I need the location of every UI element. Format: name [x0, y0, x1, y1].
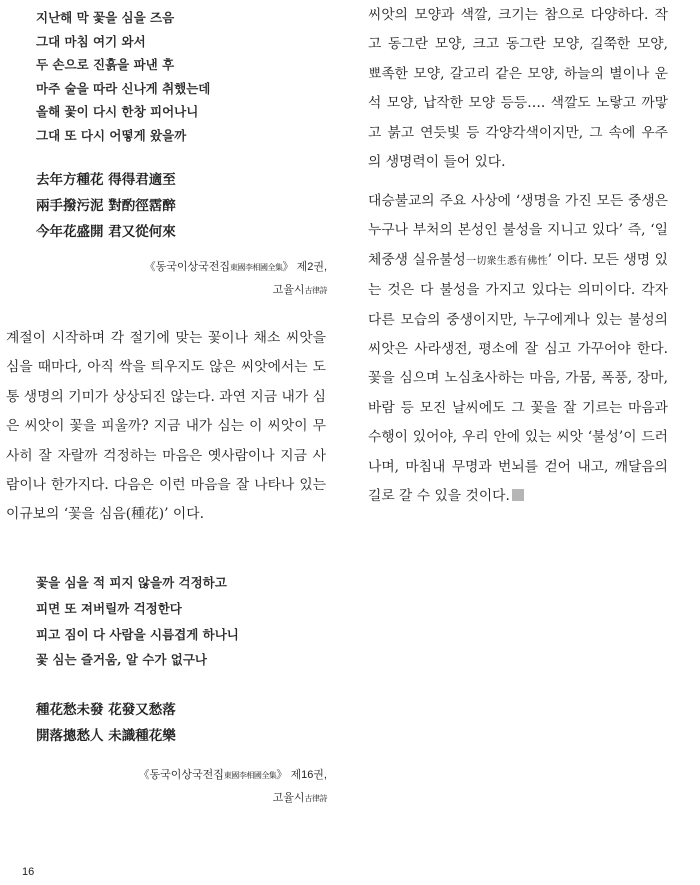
poem-line: 마주 술을 따라 신나게 취했는데 — [36, 80, 211, 96]
poem-line: 피고 짐이 다 사람을 시름겹게 하나니 — [36, 626, 239, 642]
hanja-line: 種花愁未發 花發又愁落 — [36, 702, 176, 718]
citation-title: 《동국이상국전집 — [138, 769, 224, 781]
citation-volume: 》 제16권, — [276, 769, 327, 781]
poem-line: 꽃 심는 즐거움, 알 수가 없구나 — [36, 652, 208, 668]
poem-korean-2 — [36, 570, 326, 673]
hanja-line: 今年花盛開 君又從何來 — [36, 224, 176, 240]
hanja-line: 去年方種花 得得君適至 — [36, 172, 176, 188]
poem-line: 올해 꽃이 다시 한창 피어나니 — [36, 104, 199, 120]
poem-korean-1 — [36, 6, 326, 148]
poem-line: 꽃을 심을 적 피지 않을까 걱정하고 — [36, 575, 227, 590]
citation-genre-hanja: 古律詩 — [304, 794, 327, 803]
citation-title: 《동국이상국전집 — [144, 261, 231, 273]
page-number: 16 — [22, 866, 35, 878]
citation-genre: 고율시 — [272, 284, 305, 296]
citation-genre: 고율시 — [272, 792, 305, 804]
poem-hanja-2 — [36, 697, 326, 749]
citation-2 — [139, 764, 328, 810]
paragraph-text: ’ 이다. 모든 생명 있는 것은 다 불성을 가지고 있다는 의미이다. 각자 다른 모습의 중생이지만, 누구에게나 있는 불성의 씨앗은 사라생전, 평소에 잘 심고 가꾸어야 한다. 꽃을 심으며 노심초사하는 마음, 가뭄, 폭풍, 장마, 바람 등 모진 날씨에도 그 꽃을 잘 기르는 마음과 수행이 있어야, 우리 안에 있는 씨앗 ‘불성’이 드러나며, 마침내 무명과 번뇌를 걷어 내고, 깨달음의 길로 갈 수 있을 것이다. — [368, 251, 669, 505]
poem-line: 두 손으로 진흙을 파낸 후 — [36, 57, 175, 73]
poem-hanja-1 — [36, 167, 326, 245]
paragraph-hanja: 一切衆生悉有佛性 — [465, 255, 548, 267]
citation-title-hanja: 東國李相國全集 — [230, 263, 283, 272]
hanja-line: 開落摠愁人 未識種花樂 — [36, 728, 176, 744]
hanja-line: 兩手撥污泥 對酌徑霑醉 — [36, 198, 176, 214]
poem-line: 지난해 막 꽃을 심을 즈음 — [36, 10, 175, 25]
poem-line: 그대 마침 여기 와서 — [36, 33, 146, 49]
citation-volume: 》 제2권, — [282, 261, 327, 273]
citation-genre-hanja: 古律詩 — [304, 286, 327, 295]
body-paragraph-left: 계절이 시작하며 각 절기에 맞는 꽃이나 채소 씨앗을 심을 때마다, 아직 싹을 틔우지도 않은 씨앗에서는 도통 생명의 기미가 상상되진 않는다. 과연 지금 내가 심은 씨앗이 꽃을 피울까? 지금 내가 심는 이 씨앗이 무사히 잘 자랄까 걱정하는 마음은 옛사람이나 지금 사람이나 한가지다. 다음은 이런 마음을 잘 나타나 있는 이규보의 ‘꽃을 심음(種花)’ 이다. — [6, 330, 326, 523]
citation-1 — [145, 256, 327, 302]
body-paragraph-right-2 — [368, 187, 668, 511]
citation-title-hanja: 東國李相國全集 — [223, 771, 277, 780]
poem-line: 피면 또 져버릴까 걱정한다 — [36, 600, 182, 616]
paragraph-text: 대승불교의 주요 사상에 ‘생명을 가진 모든 중생은 누구나 부처의 본성인 불성을 지니고 있다’ 즉, ‘일체중생 실유불성 — [368, 193, 668, 268]
poem-line: 그대 또 다시 어떻게 왔을까 — [36, 127, 187, 143]
body-paragraph-right-1: 씨앗의 모양과 색깔, 크기는 참으로 다양하다. 작고 동그란 모양, 크고 동그란 모양, 길쭉한 모양, 뾰족한 모양, 갈고리 같은 모양, 하늘의 별이나 운석 모양, 납작한 모양 등등…. 색깔도 노랗고 까맣고 붉고 연듯빛 등 각양각색이지만, 그 속에 우주의 생명력이 들어 있다. — [368, 7, 668, 171]
end-of-article-icon — [512, 489, 524, 501]
